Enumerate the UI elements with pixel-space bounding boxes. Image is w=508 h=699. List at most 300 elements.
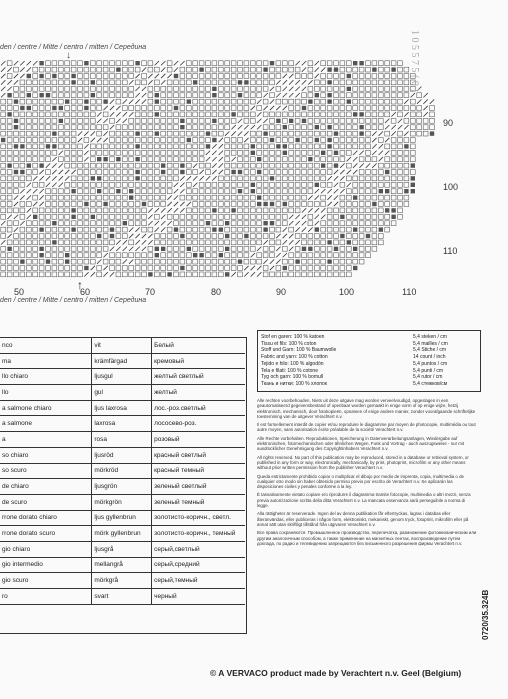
stitch-cell [250,195,255,200]
stitch-cell [154,272,159,277]
stitch-cell [110,253,115,258]
column-number-80: 80 [211,287,222,297]
stitch-cell [71,112,76,117]
stitch-cell [52,99,57,104]
stitch-cell [142,80,147,85]
stitch-cell [103,189,108,194]
stitch-cell [174,246,179,251]
stitch-cell [186,208,191,213]
stitch-cell [321,215,325,219]
stitch-cell [398,182,403,187]
stitch-cell [353,118,358,123]
stitch-cell [14,138,19,143]
stitch-cell [206,67,211,72]
stitch-cell [340,163,344,167]
stitch-cell [359,86,364,91]
stitch-cell [148,106,153,111]
color-row [0,353,245,369]
stitch-cell [116,119,120,123]
stitch-cell [270,170,275,175]
stitch-cell [231,240,236,245]
stitch-cell [263,150,268,155]
legal-paragraph: All rights reserved. No part of this publication may be reproduced, stored in a database or retrieval system, or published in any form or way, electronically, mechanically, by print, photoprint, microfilm or any other means without prior written permission from the publisher Verachtert n.v. [257,454,469,471]
stitch-cell [135,259,140,264]
stitch-cell [334,227,339,232]
stitch-cell [142,131,147,136]
stitch-cell [244,272,248,276]
stitch-cell [270,246,275,251]
stitch-cell [116,247,120,251]
stitch-cell [353,170,357,174]
stitch-cell [14,259,19,264]
stitch-cell [308,163,313,168]
stitch-cell [231,61,236,66]
stitch-cell [340,67,345,72]
stitch-cell [122,125,127,130]
stitch-cell [282,61,287,66]
stitch-cell [282,163,287,168]
stitch-cell [186,118,191,123]
stitch-cell [263,195,268,200]
stitch-cell [411,189,415,193]
stitch-cell [257,176,262,181]
stitch-cell [206,189,211,194]
stitch-cell [20,227,25,232]
stitch-cell [142,87,146,91]
stitch-cell [212,144,216,148]
stitch-cell [84,163,89,168]
stitch-cell [276,227,281,232]
stitch-cell [302,74,307,79]
stitch-cell [340,138,345,143]
stitch-cell [206,99,211,104]
stitch-cell [33,150,38,155]
stitch-cell [340,272,345,277]
stitch-cell [27,189,31,193]
stitch-cell [302,202,307,207]
stitch-cell [334,99,339,104]
stitch-cell [366,67,371,72]
stitch-cell [231,67,236,72]
stitch-cell [123,240,127,244]
stitch-cell [199,176,203,180]
stitch-cell [180,93,185,98]
stitch-cell [218,221,223,226]
stitch-cell [308,106,313,111]
color-name-italian: llo chiaro [0,369,92,385]
stitch-cell [315,67,319,71]
stitch-cell [154,176,159,181]
stitch-cell [302,195,307,200]
stitch-cell [276,74,281,79]
stitch-cell [199,240,204,245]
stitch-cell [206,125,211,130]
stitch-cell [65,272,70,277]
stitch-cell [199,259,204,264]
stitch-cell [212,74,217,79]
stitch-cell [340,131,345,136]
stitch-cell [250,157,255,162]
stitch-cell [103,61,108,66]
stitch-cell [52,214,57,219]
stitch-cell [135,202,140,207]
stitch-cell [250,208,255,213]
stitch-cell [398,125,402,129]
stitch-cell [385,93,390,98]
stitch-cell [20,86,25,91]
stitch-cell [110,234,114,238]
stitch-cell [161,80,165,84]
stitch-cell [14,150,19,155]
stitch-cell [430,106,435,111]
stitch-cell [58,99,63,104]
stitch-cell [346,61,351,66]
stitch-cell [340,144,345,149]
stitch-cell [398,189,403,194]
stitch-cell [206,182,211,187]
color-row [0,385,245,401]
stitch-cell [231,214,236,219]
stitch-cell [372,118,377,123]
color-name-swedish: gul [92,385,152,401]
stitch-cell [154,234,159,239]
stitch-cell [187,99,191,103]
stitch-cell [174,131,179,136]
stitch-cell [231,150,236,155]
stitch-cell [142,144,147,149]
stitch-cell [282,214,287,219]
stitch-cell [340,234,344,238]
product-code: 0720/35.324B [481,589,490,640]
stitch-cell [33,227,38,232]
stitch-cell [103,93,108,98]
stitch-cell [161,227,165,231]
stitch-cell [218,189,223,194]
color-name-italian: a salmone chiaro [0,400,92,416]
stitch-cell [410,106,415,111]
stitch-cell [276,138,281,143]
stitch-cell [250,214,255,219]
stitch-cell [378,138,383,143]
stitch-cell [250,240,255,245]
stitch-cell [142,214,147,219]
stitch-cell [295,99,300,104]
stitch-cell [97,266,102,271]
stitch-cell [244,221,249,226]
stitch-cell [65,138,70,143]
stitch-cell [142,253,147,258]
stitch-cell [270,163,275,168]
stitch-cell [129,106,134,111]
stitch-cell [283,151,287,155]
stitch-cell [302,131,307,136]
stitch-cell [289,215,293,219]
stitch-cell [346,176,351,181]
stitch-cell [20,106,24,110]
stitch-cell [231,163,236,168]
stitch-cell [238,157,243,162]
stitch-cell [59,163,63,167]
stitch-cell [193,61,198,66]
stitch-cell [206,259,211,264]
stitch-cell [20,74,24,78]
stitch-cell [193,131,198,136]
stitch-cell [129,189,133,193]
stitch-cell [58,240,63,245]
stitch-cell [404,118,409,123]
stitch-cell [65,202,70,207]
stitch-cell [7,118,12,123]
stitch-cell [289,119,293,123]
color-name-swedish: ljus laxrosa [92,400,152,416]
stitch-cell [90,240,95,245]
stitch-cell [193,253,197,257]
stitch-cell [218,266,223,271]
stitch-cell [71,259,76,264]
stitch-cell [225,221,229,225]
stitch-cell [26,170,31,175]
stitch-cell [122,74,127,79]
stitch-cell [155,74,159,78]
stitch-cell [71,170,75,174]
stitch-cell [154,125,159,130]
stitch-cell [398,74,403,79]
stitch-cell [116,214,121,219]
stitch-cell [302,259,307,264]
stitch-cell [135,138,140,143]
stitch-cell [116,170,121,175]
stitch-cell [327,150,332,155]
stitch-cell [7,67,11,71]
stitch-cell [186,144,191,149]
stitch-cell [97,227,102,232]
stitch-cell [52,112,57,117]
stitch-cell [27,74,31,78]
fabric-line: 5,4 punti / cm [413,367,444,374]
stitch-cell [129,195,133,199]
stitch-cell [14,163,19,168]
stitch-cell [257,259,262,264]
stitch-cell [90,99,95,104]
stitch-cell [359,195,364,200]
stitch-cell [270,221,274,225]
stitch-cell [52,93,57,98]
stitch-cell [26,131,31,136]
stitch-cell [186,221,191,226]
stitch-cell [65,131,70,136]
stitch-cell [167,99,172,104]
stitch-cell [231,227,236,232]
stitch-cell [321,61,326,66]
stitch-cell [20,157,25,162]
stitch-cell [65,170,69,174]
stitch-cell [218,272,223,277]
stitch-cell [135,227,139,231]
stitch-cell [154,106,159,111]
stitch-cell [78,131,82,135]
stitch-cell [116,208,121,213]
stitch-cell [33,163,38,168]
stitch-cell [33,208,38,213]
stitch-cell [225,99,230,104]
stitch-cell [353,67,358,72]
stitch-cell [238,112,243,117]
footer-credit: © A VERVACO product made by Verachtert n.v. Geel (Belgium) [210,668,462,678]
stitch-cell [366,118,371,123]
stitch-cell [347,99,351,103]
stitch-cell [46,170,51,175]
stitch-cell [46,163,50,167]
stitch-cell [327,221,332,226]
stitch-cell [180,176,184,180]
stitch-cell [346,208,351,213]
stitch-cell [321,170,326,175]
color-name-swedish: ljus gyllenbrun [92,510,152,526]
stitch-cell [33,266,38,271]
stitch-cell [46,144,50,148]
stitch-cell [417,93,422,98]
stitch-cell [199,234,204,239]
stitch-cell [346,246,351,251]
stitch-cell [52,163,56,167]
stitch-cell [116,221,121,226]
stitch-cell [52,253,57,258]
stitch-cell [116,259,121,264]
stitch-cell [199,214,204,219]
stitch-cell [180,246,185,251]
stitch-cell [91,215,95,219]
stitch-cell [225,214,230,219]
stitch-cell [238,189,242,193]
stitch-cell [372,240,377,245]
stitch-cell [327,266,332,271]
stitch-cell [135,247,139,251]
stitch-cell [1,234,6,239]
stitch-cell [302,67,306,71]
stitch-cell [97,246,102,251]
stitch-cell [148,240,152,244]
stitch-cell [283,87,287,91]
stitch-cell [14,221,19,226]
stitch-cell [58,272,63,277]
stitch-cell [71,163,76,168]
stitch-cell [167,86,172,91]
stitch-cell [26,266,31,271]
stitch-cell [135,106,140,111]
stitch-cell [65,157,70,162]
stitch-cell [161,259,166,264]
stitch-cell [7,266,12,271]
stitch-cell [174,80,179,85]
stitch-cell [161,61,165,65]
stitch-cell [71,266,76,271]
stitch-cell [276,67,281,72]
stitch-cell [263,266,268,271]
stitch-cell [340,266,345,271]
stitch-cell [110,189,115,194]
stitch-cell [295,157,300,162]
stitch-cell [14,189,19,194]
stitch-cell [174,208,178,212]
stitch-cell [276,208,281,213]
stitch-cell [135,234,139,238]
stitch-cell [263,131,267,135]
stitch-cell [148,112,153,117]
stitch-cell [97,112,101,116]
stitch-cell [7,259,12,264]
color-name-swedish: mellangrå [92,557,152,573]
stitch-cell [295,138,299,142]
stitch-cell [71,272,76,277]
stitch-cell [372,176,377,181]
stitch-cell [27,208,31,212]
stitch-cell [411,183,415,187]
stitch-cell [340,106,345,111]
stitch-cell [167,118,172,123]
stitch-cell [206,163,211,168]
stitch-cell [33,67,38,72]
stitch-cell [263,240,267,244]
stitch-cell [334,151,338,155]
stitch-cell [33,189,37,193]
stitch-cell [103,170,108,175]
stitch-cell [97,125,102,130]
stitch-cell [174,240,179,245]
stitch-cell [161,144,166,149]
stitch-cell [174,106,178,110]
stitch-cell [404,150,409,155]
stitch-cell [302,125,307,130]
stitch-cell [372,86,377,91]
stitch-cell [78,138,82,142]
stitch-cell [257,86,262,91]
stitch-cell [257,189,262,194]
stitch-cell [282,221,287,226]
stitch-cell [142,67,146,71]
stitch-cell [244,176,249,181]
stitch-cell [58,202,63,207]
stitch-cell [193,214,198,219]
stitch-cell [417,131,422,136]
stitch-cell [206,131,210,135]
stitch-cell [321,163,325,167]
stitch-cell [340,227,345,232]
stitch-cell [84,131,88,135]
stitch-cell [398,67,403,72]
stitch-cell [334,93,339,98]
stitch-cell [199,99,204,104]
stitch-cell [244,253,249,258]
stitch-cell [378,202,383,207]
stitch-cell [334,138,339,143]
stitch-cell [391,189,396,194]
stitch-cell [346,93,351,98]
stitch-cell [174,266,179,271]
stitch-cell [129,272,134,277]
stitch-cell [295,106,300,111]
stitch-cell [91,176,95,180]
stitch-cell [263,99,268,104]
color-name-italian: so scuro [0,463,92,479]
stitch-cell [26,86,31,91]
stitch-cell [46,272,51,277]
stitch-cell [398,119,402,123]
stitch-cell [334,106,339,111]
stitch-cell [186,170,191,175]
stitch-cell [244,131,248,135]
stitch-cell [167,93,172,98]
stitch-cell [110,247,114,251]
